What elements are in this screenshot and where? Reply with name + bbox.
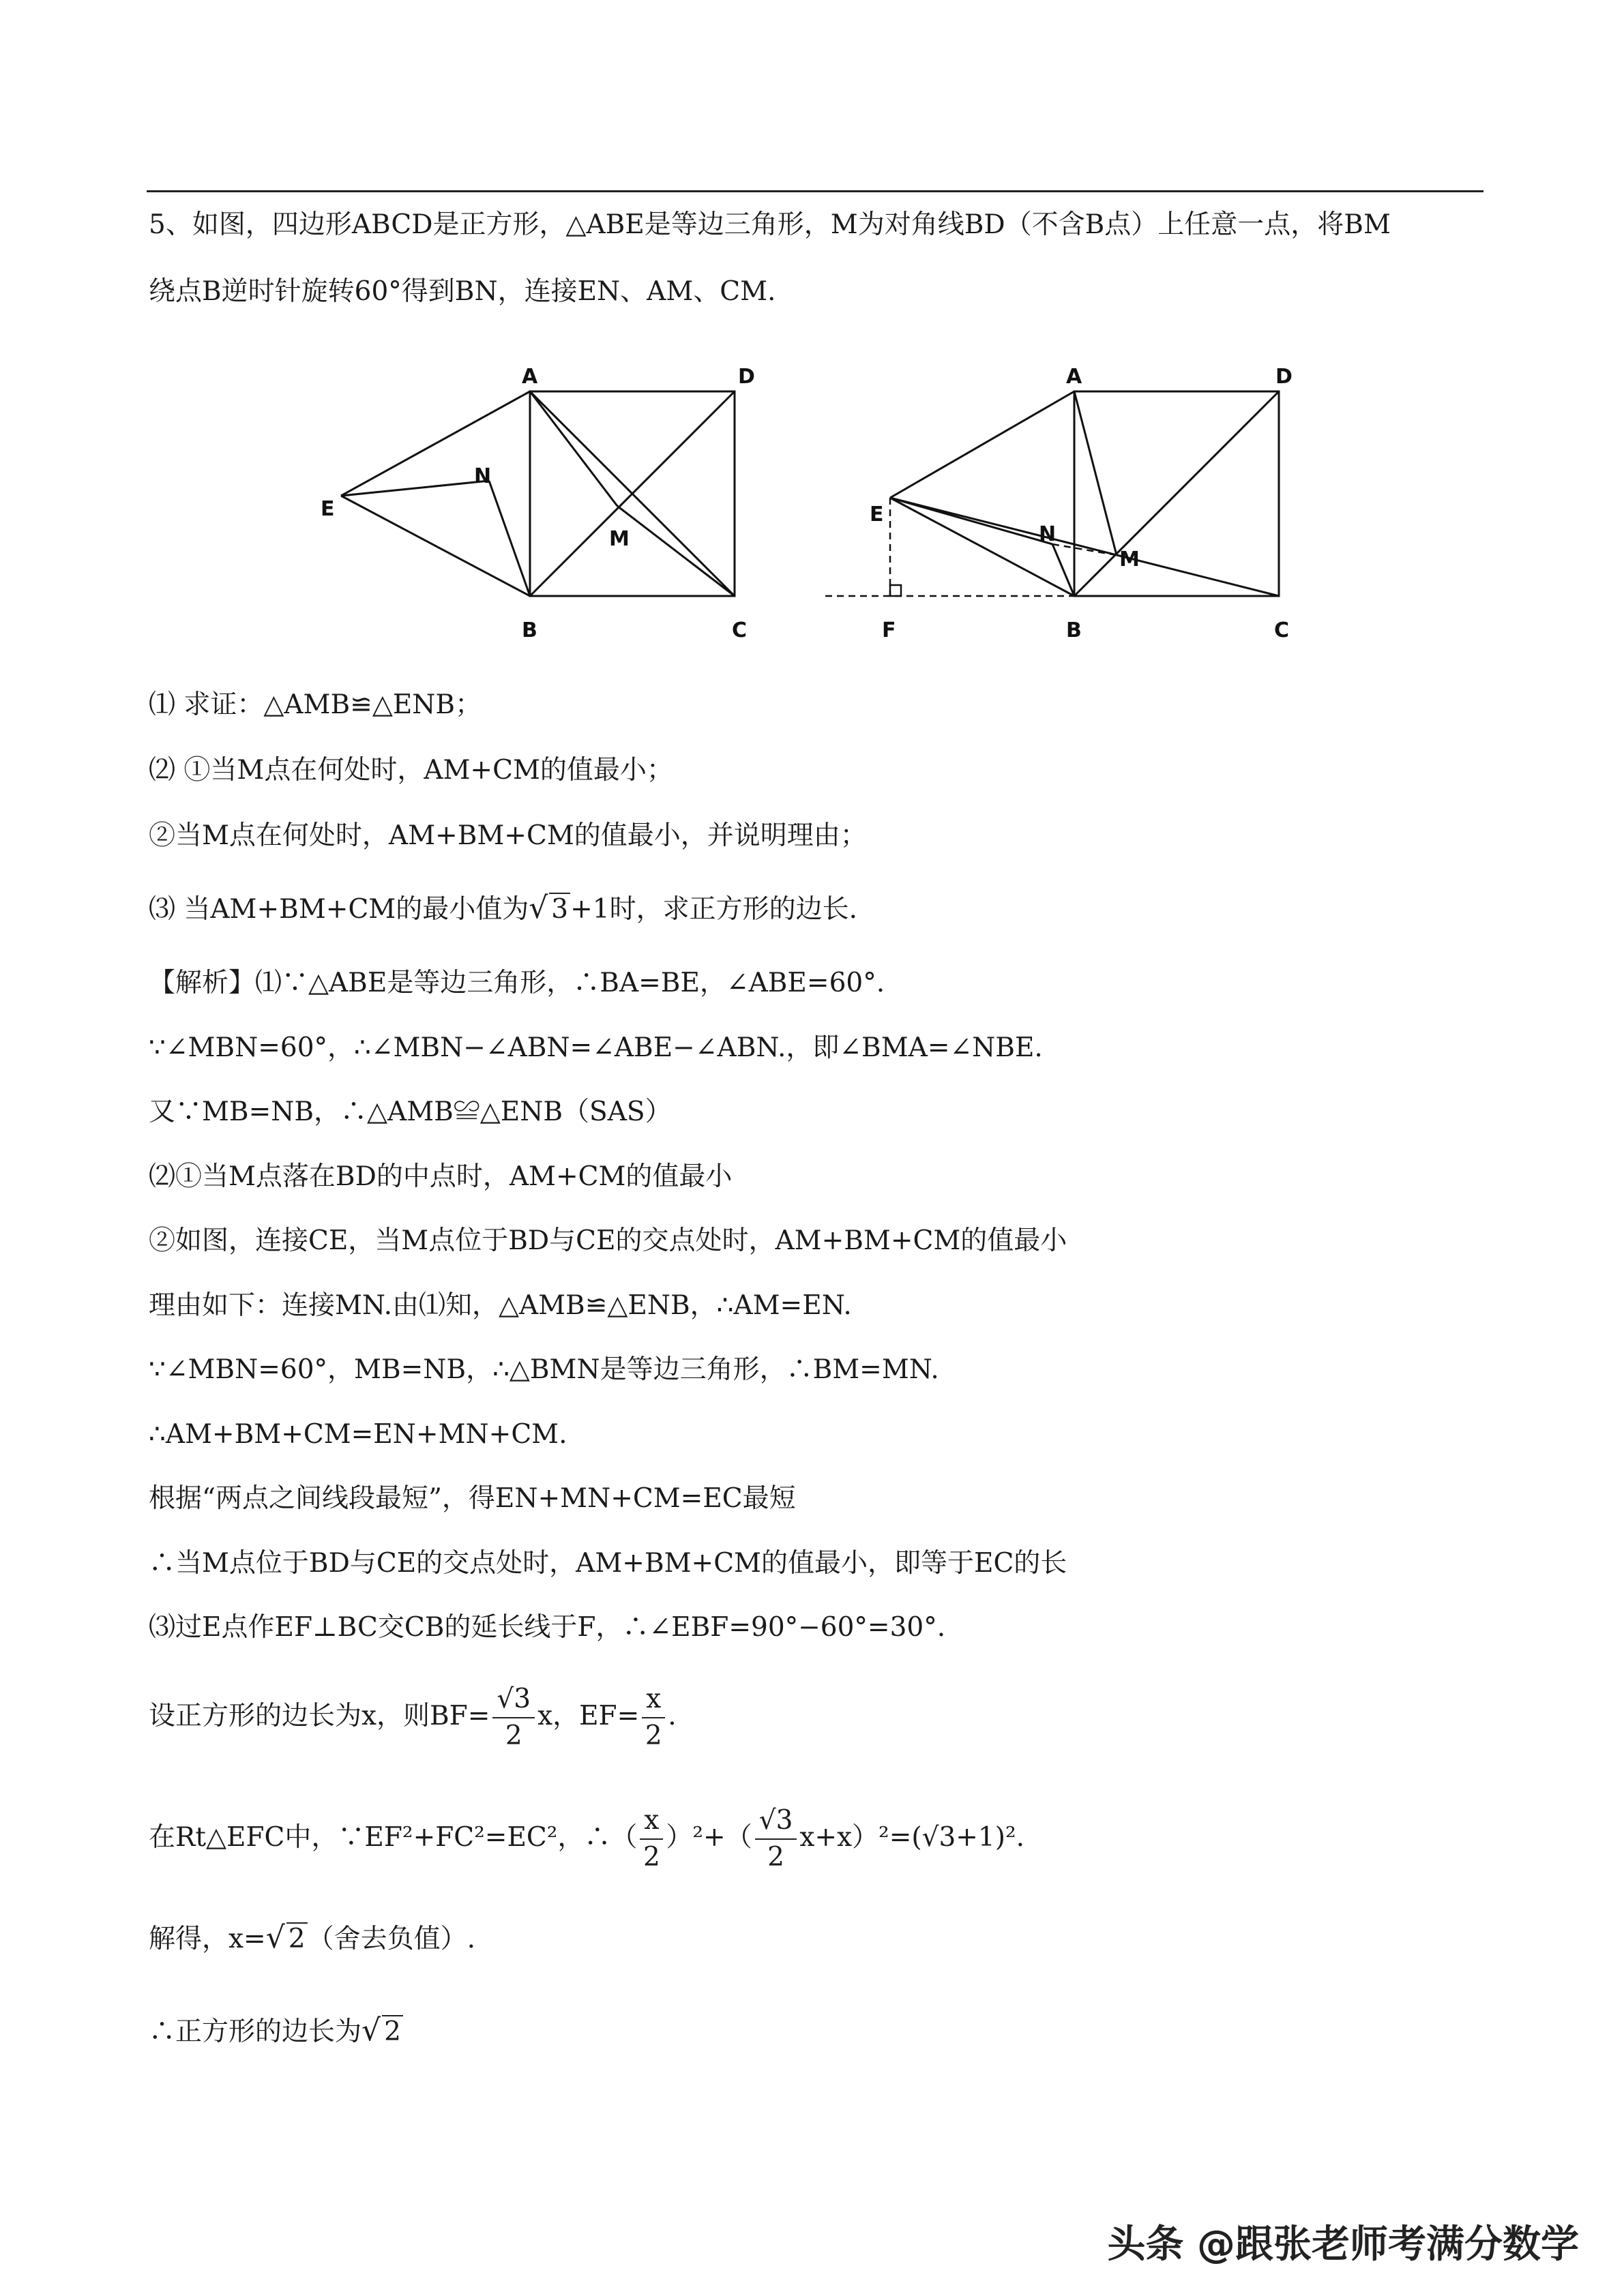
watermark: 头条 @跟张老师考满分数学 <box>1107 2222 1579 2267</box>
top-rule <box>147 190 1483 192</box>
segment-nb <box>489 481 530 596</box>
s13-text-a: 在Rt△EFC中，∵EF²+FC²=EC²，∴（ <box>149 1822 638 1853</box>
segment-mc <box>617 506 735 596</box>
sqrt-sign: √ <box>529 891 548 925</box>
s13-text-c: x+x）²= <box>799 1822 912 1853</box>
segment-ae <box>341 391 530 496</box>
figure-2 <box>822 361 1313 655</box>
figure-1 <box>314 361 764 655</box>
right-angle-marker <box>890 585 901 596</box>
solution-line-11: ⑶过E点作EF⊥BC交CB的延长线于F，∴∠EBF=90°−60°=30°. <box>149 1612 946 1643</box>
solution-line-14 <box>149 1918 475 1960</box>
fraction-sqrt3-over-2 <box>755 1803 797 1875</box>
fraction-numerator: √3 <box>755 1803 797 1840</box>
label-f-2: F <box>882 618 896 642</box>
fraction-denominator: 2 <box>505 1720 522 1751</box>
label-c: C <box>732 618 748 642</box>
solution-line-2: ∵∠MBN=60°，∴∠MBN−∠ABN=∠ABE−∠ABN.，即∠BMA=∠NBE. <box>149 1032 1043 1063</box>
solution-line-6: 理由如下：连接MN.由⑴知，△AMB≌△ENB，∴AM=EN. <box>149 1290 852 1321</box>
label-e: E <box>321 497 335 521</box>
solution-line-3: 又∵MB=NB，∴△AMB≌△ENB（SAS） <box>149 1097 672 1127</box>
label-c-2: C <box>1274 618 1290 642</box>
solution-line-9: 根据“两点之间线段最短”，得EN+MN+CM=EC最短 <box>149 1483 796 1514</box>
fraction-denominator: 2 <box>767 1842 784 1873</box>
solution-line-12 <box>149 1679 677 1754</box>
solution-line-5: ②如图，连接CE，当M点位于BD与CE的交点处时，AM+BM+CM的值最小 <box>149 1225 1067 1256</box>
figure-1-svg <box>314 361 764 655</box>
question-3 <box>149 888 857 930</box>
question-3-post: +1时，求正方形的边长. <box>570 894 857 925</box>
fraction-denominator: 2 <box>643 1842 660 1873</box>
s14-text-b: （舍去负值）. <box>307 1924 475 1954</box>
label-d-2: D <box>1275 365 1293 389</box>
figure-2-svg <box>822 361 1313 655</box>
problem-line-2: 绕点B逆时针旋转60°得到BN，连接EN、AM、CM. <box>149 276 776 307</box>
s13-text-d: (√3+1)². <box>911 1822 1024 1853</box>
solution-line-10: ∴当M点位于BD与CE的交点处时，AM+BM+CM的值最小，即等于EC的长 <box>149 1548 1067 1579</box>
solution-line-7: ∵∠MBN=60°，MB=NB，∴△BMN是等边三角形，∴BM=MN. <box>149 1354 939 1385</box>
s12-text-a: 设正方形的边长为x，则BF= <box>149 1701 490 1731</box>
fraction-x-over-2 <box>642 1682 665 1754</box>
solution-line-4: ⑵①当M点落在BD的中点时，AM+CM的值最小 <box>149 1161 733 1192</box>
label-n: N <box>474 464 492 488</box>
s14-radicand: 2 <box>286 1922 308 1955</box>
s12-text-c: . <box>668 1701 677 1731</box>
question-2b: ②当M点在何处时，AM+BM+CM的值最小，并说明理由； <box>149 820 867 851</box>
solution-line-8: ∴AM+BM+CM=EN+MN+CM. <box>149 1419 567 1450</box>
solution-line-15 <box>149 2010 403 2053</box>
s15-radicand: 2 <box>382 2015 403 2048</box>
fraction-sqrt3-over-2 <box>492 1682 535 1754</box>
label-n-2: N <box>1039 522 1057 546</box>
fraction-numerator: √3 <box>492 1682 535 1718</box>
segment-ae-2 <box>890 391 1074 498</box>
sqrt-sign: √ <box>361 2013 381 2048</box>
sqrt-sign: √ <box>265 1920 285 1955</box>
label-b-2: B <box>1066 618 1082 642</box>
s14-text-a: 解得，x= <box>149 1924 266 1954</box>
label-d: D <box>738 365 755 389</box>
segment-en-2 <box>890 498 1052 544</box>
label-a-2: A <box>1066 365 1082 389</box>
label-e-2: E <box>870 503 884 526</box>
segment-am-2 <box>1074 391 1117 555</box>
segment-eb-2 <box>890 498 1074 596</box>
question-2a: ⑵ ①当M点在何处时，AM+CM的值最小； <box>149 755 673 786</box>
label-b: B <box>522 618 537 642</box>
s12-text-b: x，EF= <box>537 1701 640 1731</box>
label-a: A <box>522 365 538 389</box>
solution-line-1: 【解析】⑴∵△ABE是等边三角形，∴BA=BE，∠ABE=60°. <box>149 968 885 998</box>
question-3-pre: ⑶ 当AM+BM+CM的最小值为 <box>149 894 529 925</box>
solution-line-13 <box>149 1800 1024 1875</box>
fraction-numerator: x <box>640 1803 663 1840</box>
question-3-radicand: 3 <box>549 893 570 925</box>
label-m-2: M <box>1119 548 1140 571</box>
fraction-numerator: x <box>642 1682 665 1718</box>
fraction-denominator: 2 <box>645 1720 662 1751</box>
diagonal-bd-2 <box>1074 391 1279 596</box>
label-m: M <box>609 527 630 551</box>
question-1: ⑴ 求证：△AMB≌△ENB； <box>149 689 482 720</box>
problem-line-1: 5、如图，四边形ABCD是正方形，△ABE是等边三角形，M为对角线BD（不含B点）上任意一点，将BM <box>149 209 1391 240</box>
segment-ec-2 <box>890 498 1279 596</box>
segment-nb-2 <box>1052 544 1074 596</box>
segment-eb <box>341 496 530 596</box>
fraction-x-over-2 <box>640 1803 663 1875</box>
segment-am <box>530 391 617 506</box>
s13-text-b: ）²+（ <box>666 1822 752 1853</box>
s15-text-a: ∴正方形的边长为 <box>149 2016 362 2047</box>
